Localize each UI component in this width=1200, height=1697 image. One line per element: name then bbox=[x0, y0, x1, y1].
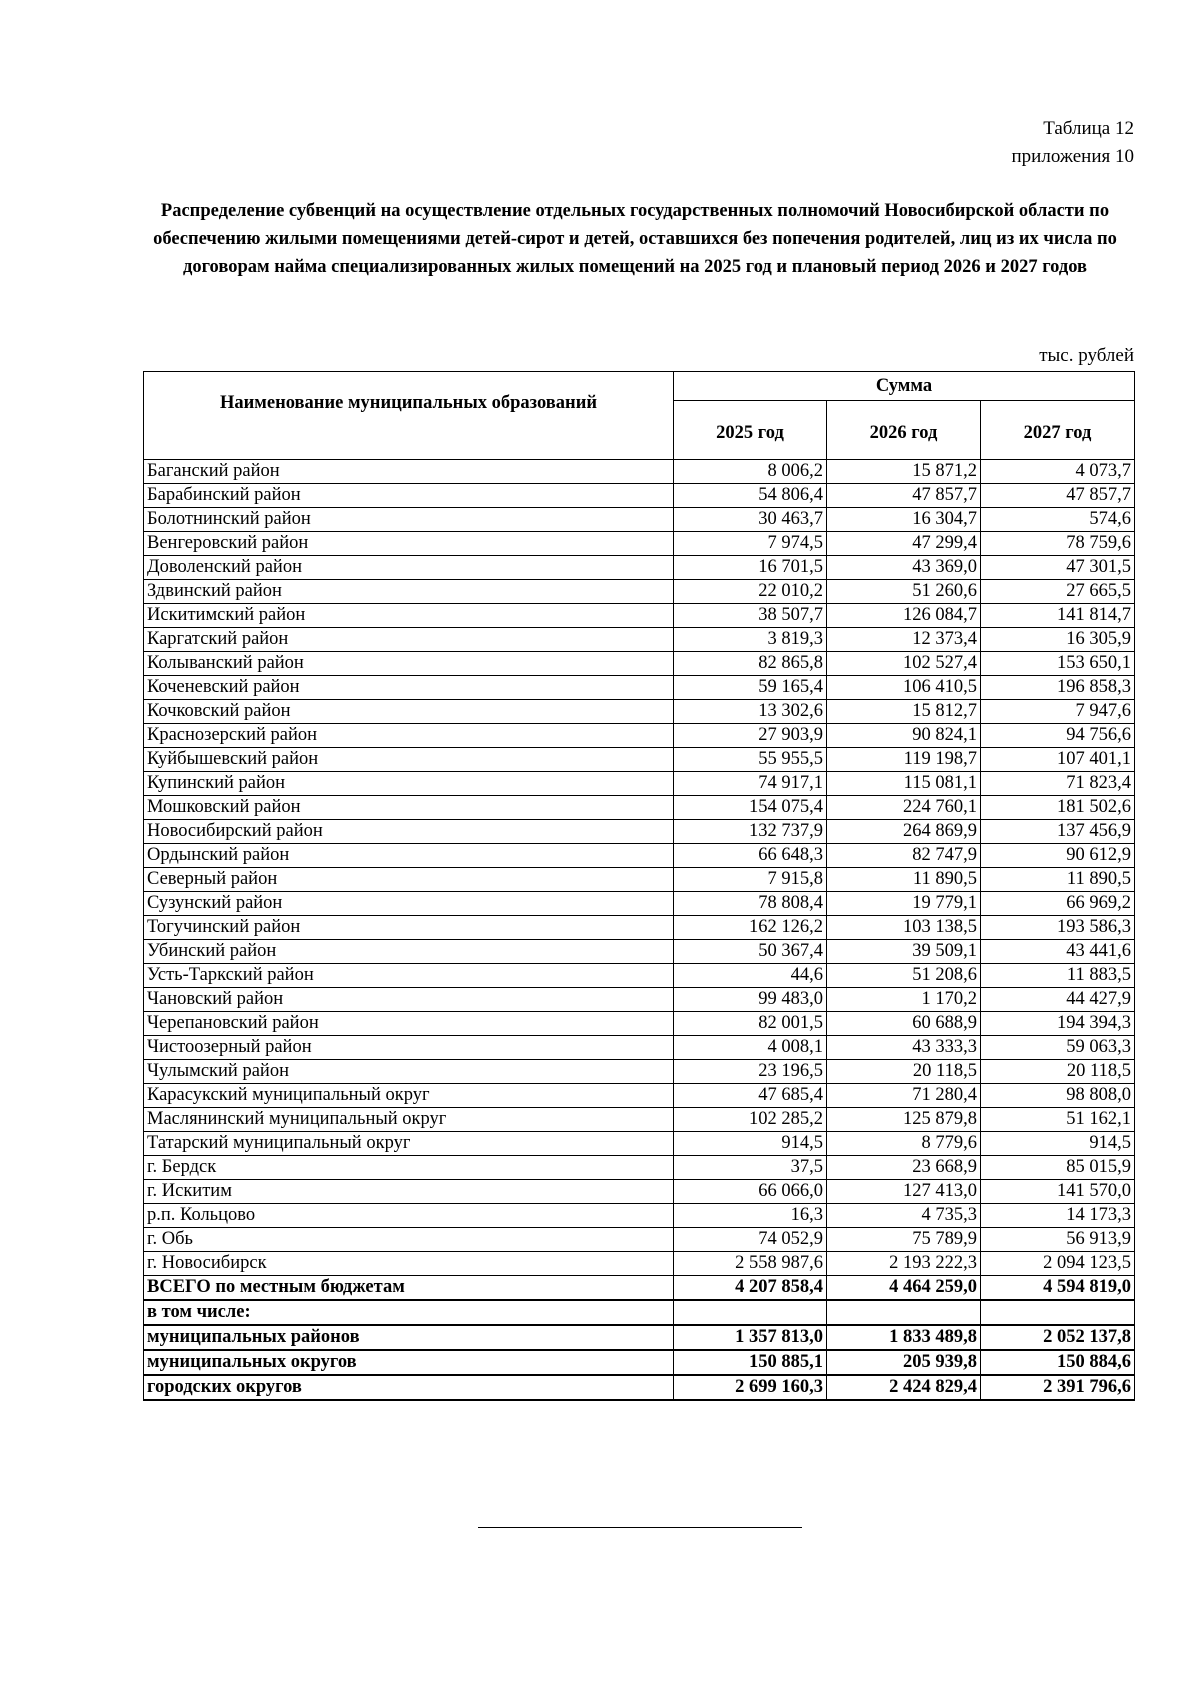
appendix-number: приложения 10 bbox=[1011, 146, 1134, 167]
value-2026: 126 084,7 bbox=[827, 604, 981, 628]
value-2025: 82 001,5 bbox=[674, 1012, 827, 1036]
value-2027: 107 401,1 bbox=[981, 748, 1135, 772]
value-2025: 162 126,2 bbox=[674, 916, 827, 940]
value-2025: 27 903,9 bbox=[674, 724, 827, 748]
table-row bbox=[144, 844, 1135, 868]
table-row bbox=[144, 820, 1135, 844]
municipality-name: Чановский район bbox=[144, 988, 674, 1012]
value-2027: 27 665,5 bbox=[981, 580, 1135, 604]
value-2026: 4 735,3 bbox=[827, 1204, 981, 1228]
municipality-name: Черепановский район bbox=[144, 1012, 674, 1036]
table-row bbox=[144, 580, 1135, 604]
table-row bbox=[144, 556, 1135, 580]
value-2026: 102 527,4 bbox=[827, 652, 981, 676]
municipality-name: Доволенский район bbox=[144, 556, 674, 580]
value-2027: 141 814,7 bbox=[981, 604, 1135, 628]
value-2027: 90 612,9 bbox=[981, 844, 1135, 868]
value-2027: 4 594 819,0 bbox=[981, 1276, 1135, 1301]
value-2026: 15 812,7 bbox=[827, 700, 981, 724]
value-2026: 19 779,1 bbox=[827, 892, 981, 916]
value-2027: 78 759,6 bbox=[981, 532, 1135, 556]
value-2027: 71 823,4 bbox=[981, 772, 1135, 796]
value-2026: 106 410,5 bbox=[827, 676, 981, 700]
value-2025: 23 196,5 bbox=[674, 1060, 827, 1084]
value-2026: 1 170,2 bbox=[827, 988, 981, 1012]
municipality-name: Каргатский район bbox=[144, 628, 674, 652]
table-row bbox=[144, 1180, 1135, 1204]
value-2027: 914,5 bbox=[981, 1132, 1135, 1156]
value-2026: 82 747,9 bbox=[827, 844, 981, 868]
table-row bbox=[144, 1108, 1135, 1132]
municipality-name: городских округов bbox=[144, 1375, 674, 1400]
year-2026-header: 2026 год bbox=[827, 401, 981, 460]
value-2025: 132 737,9 bbox=[674, 820, 827, 844]
table-row bbox=[144, 604, 1135, 628]
sum-header: Сумма bbox=[674, 372, 1135, 401]
table-row bbox=[144, 988, 1135, 1012]
subtotal-row bbox=[144, 1350, 1135, 1375]
value-2026: 51 260,6 bbox=[827, 580, 981, 604]
municipality-name: Татарский муниципальный округ bbox=[144, 1132, 674, 1156]
table-row bbox=[144, 892, 1135, 916]
footer-divider bbox=[478, 1527, 802, 1528]
table-row bbox=[144, 460, 1135, 484]
municipality-name: Чистоозерный район bbox=[144, 1036, 674, 1060]
value-2025: 4 207 858,4 bbox=[674, 1276, 827, 1301]
value-2026: 103 138,5 bbox=[827, 916, 981, 940]
value-2027: 2 094 123,5 bbox=[981, 1252, 1135, 1276]
value-2026: 15 871,2 bbox=[827, 460, 981, 484]
municipality-name: Колыванский район bbox=[144, 652, 674, 676]
value-2026: 23 668,9 bbox=[827, 1156, 981, 1180]
table-row bbox=[144, 1084, 1135, 1108]
value-2025: 54 806,4 bbox=[674, 484, 827, 508]
value-2026: 43 333,3 bbox=[827, 1036, 981, 1060]
empty-cell bbox=[981, 1300, 1135, 1325]
municipality-name: г. Искитим bbox=[144, 1180, 674, 1204]
table-row bbox=[144, 1204, 1135, 1228]
value-2026: 51 208,6 bbox=[827, 964, 981, 988]
value-2027: 43 441,6 bbox=[981, 940, 1135, 964]
municipality-name: Маслянинский муниципальный округ bbox=[144, 1108, 674, 1132]
subsidy-table bbox=[143, 371, 1135, 1401]
year-2027-header: 2027 год bbox=[981, 401, 1135, 460]
value-2026: 264 869,9 bbox=[827, 820, 981, 844]
value-2025: 78 808,4 bbox=[674, 892, 827, 916]
municipality-name: Карасукский муниципальный округ bbox=[144, 1084, 674, 1108]
value-2027: 150 884,6 bbox=[981, 1350, 1135, 1375]
municipality-name: Мошковский район bbox=[144, 796, 674, 820]
value-2027: 196 858,3 bbox=[981, 676, 1135, 700]
value-2027: 94 756,6 bbox=[981, 724, 1135, 748]
value-2027: 59 063,3 bbox=[981, 1036, 1135, 1060]
municipality-name: Северный район bbox=[144, 868, 674, 892]
value-2026: 2 424 829,4 bbox=[827, 1375, 981, 1400]
value-2025: 22 010,2 bbox=[674, 580, 827, 604]
value-2027: 11 883,5 bbox=[981, 964, 1135, 988]
table-row bbox=[144, 700, 1135, 724]
municipality-name: Тогучинский район bbox=[144, 916, 674, 940]
value-2027: 4 073,7 bbox=[981, 460, 1135, 484]
value-2025: 7 915,8 bbox=[674, 868, 827, 892]
subtotal-row bbox=[144, 1375, 1135, 1400]
value-2025: 914,5 bbox=[674, 1132, 827, 1156]
value-2025: 47 685,4 bbox=[674, 1084, 827, 1108]
table-row bbox=[144, 508, 1135, 532]
table-row bbox=[144, 652, 1135, 676]
municipality-name: Кочковский район bbox=[144, 700, 674, 724]
value-2025: 99 483,0 bbox=[674, 988, 827, 1012]
table-row bbox=[144, 772, 1135, 796]
value-2025: 66 066,0 bbox=[674, 1180, 827, 1204]
value-2026: 71 280,4 bbox=[827, 1084, 981, 1108]
value-2026: 11 890,5 bbox=[827, 868, 981, 892]
table-row bbox=[144, 748, 1135, 772]
value-2025: 30 463,7 bbox=[674, 508, 827, 532]
value-2027: 153 650,1 bbox=[981, 652, 1135, 676]
table-number: Таблица 12 bbox=[1043, 118, 1134, 139]
value-2026: 20 118,5 bbox=[827, 1060, 981, 1084]
value-2025: 74 917,1 bbox=[674, 772, 827, 796]
empty-cell bbox=[674, 1300, 827, 1325]
value-2026: 75 789,9 bbox=[827, 1228, 981, 1252]
municipality-name: Искитимский район bbox=[144, 604, 674, 628]
value-2025: 4 008,1 bbox=[674, 1036, 827, 1060]
value-2027: 66 969,2 bbox=[981, 892, 1135, 916]
value-2026: 115 081,1 bbox=[827, 772, 981, 796]
value-2026: 224 760,1 bbox=[827, 796, 981, 820]
value-2026: 8 779,6 bbox=[827, 1132, 981, 1156]
table-row bbox=[144, 1228, 1135, 1252]
value-2026: 90 824,1 bbox=[827, 724, 981, 748]
value-2027: 181 502,6 bbox=[981, 796, 1135, 820]
value-2027: 137 456,9 bbox=[981, 820, 1135, 844]
value-2026: 119 198,7 bbox=[827, 748, 981, 772]
table-row bbox=[144, 628, 1135, 652]
value-2025: 2 558 987,6 bbox=[674, 1252, 827, 1276]
value-2027: 56 913,9 bbox=[981, 1228, 1135, 1252]
value-2025: 59 165,4 bbox=[674, 676, 827, 700]
municipality-name: ВСЕГО по местным бюджетам bbox=[144, 1276, 674, 1301]
value-2027: 85 015,9 bbox=[981, 1156, 1135, 1180]
value-2027: 47 301,5 bbox=[981, 556, 1135, 580]
value-2025: 37,5 bbox=[674, 1156, 827, 1180]
value-2025: 8 006,2 bbox=[674, 460, 827, 484]
value-2025: 50 367,4 bbox=[674, 940, 827, 964]
value-2025: 13 302,6 bbox=[674, 700, 827, 724]
value-2025: 3 819,3 bbox=[674, 628, 827, 652]
value-2025: 38 507,7 bbox=[674, 604, 827, 628]
value-2026: 127 413,0 bbox=[827, 1180, 981, 1204]
value-2026: 2 193 222,3 bbox=[827, 1252, 981, 1276]
table-row bbox=[144, 868, 1135, 892]
value-2025: 74 052,9 bbox=[674, 1228, 827, 1252]
value-2025: 7 974,5 bbox=[674, 532, 827, 556]
value-2026: 205 939,8 bbox=[827, 1350, 981, 1375]
value-2027: 11 890,5 bbox=[981, 868, 1135, 892]
value-2027: 2 052 137,8 bbox=[981, 1325, 1135, 1350]
subtotal-row bbox=[144, 1325, 1135, 1350]
municipality-name: Барабинский район bbox=[144, 484, 674, 508]
municipality-name: Усть-Таркский район bbox=[144, 964, 674, 988]
table-row bbox=[144, 1012, 1135, 1036]
municipality-name: Краснозерский район bbox=[144, 724, 674, 748]
value-2027: 20 118,5 bbox=[981, 1060, 1135, 1084]
name-column-header: Наименование муниципальных образований bbox=[144, 372, 674, 460]
including-row bbox=[144, 1300, 1135, 1325]
municipality-name: Здвинский район bbox=[144, 580, 674, 604]
municipality-name: Ордынский район bbox=[144, 844, 674, 868]
value-2027: 7 947,6 bbox=[981, 700, 1135, 724]
value-2025: 82 865,8 bbox=[674, 652, 827, 676]
table-row bbox=[144, 532, 1135, 556]
value-2027: 194 394,3 bbox=[981, 1012, 1135, 1036]
municipality-name: г. Бердск bbox=[144, 1156, 674, 1180]
municipality-name: Новосибирский район bbox=[144, 820, 674, 844]
value-2025: 102 285,2 bbox=[674, 1108, 827, 1132]
table-row bbox=[144, 1132, 1135, 1156]
value-2025: 154 075,4 bbox=[674, 796, 827, 820]
value-2026: 16 304,7 bbox=[827, 508, 981, 532]
municipality-name: Болотнинский район bbox=[144, 508, 674, 532]
municipality-name: г. Новосибирск bbox=[144, 1252, 674, 1276]
value-2027: 141 570,0 bbox=[981, 1180, 1135, 1204]
table-row bbox=[144, 676, 1135, 700]
table-body bbox=[144, 460, 1135, 1401]
value-2027: 16 305,9 bbox=[981, 628, 1135, 652]
value-2026: 60 688,9 bbox=[827, 1012, 981, 1036]
municipality-name: Купинский район bbox=[144, 772, 674, 796]
municipality-name: муниципальных округов bbox=[144, 1350, 674, 1375]
value-2027: 47 857,7 bbox=[981, 484, 1135, 508]
municipality-name: Баганский район bbox=[144, 460, 674, 484]
value-2027: 193 586,3 bbox=[981, 916, 1135, 940]
municipality-name: Чулымский район bbox=[144, 1060, 674, 1084]
value-2025: 1 357 813,0 bbox=[674, 1325, 827, 1350]
table-row bbox=[144, 724, 1135, 748]
value-2027: 14 173,3 bbox=[981, 1204, 1135, 1228]
value-2026: 47 299,4 bbox=[827, 532, 981, 556]
total-row bbox=[144, 1276, 1135, 1301]
units-label: тыс. рублей bbox=[1039, 345, 1134, 366]
table-row bbox=[144, 1156, 1135, 1180]
value-2026: 12 373,4 bbox=[827, 628, 981, 652]
value-2026: 47 857,7 bbox=[827, 484, 981, 508]
value-2027: 44 427,9 bbox=[981, 988, 1135, 1012]
table-row bbox=[144, 484, 1135, 508]
municipality-name: Венгеровский район bbox=[144, 532, 674, 556]
municipality-name: Сузунский район bbox=[144, 892, 674, 916]
table-row bbox=[144, 916, 1135, 940]
municipality-name: Куйбышевский район bbox=[144, 748, 674, 772]
municipality-name: г. Обь bbox=[144, 1228, 674, 1252]
table-row bbox=[144, 796, 1135, 820]
document-title: Распределение субвенций на осуществление отдельных государственных полномочий Новосибирской области по обеспечению жилыми помещениями детей-сирот и детей, оставшихся без попечения родителей, лиц из их числа по договорам найма специализированных жилых помещений на 2025 год и плановый период 2026 и 2027 годов bbox=[153, 201, 1117, 277]
municipality-name: Коченевский район bbox=[144, 676, 674, 700]
empty-cell bbox=[827, 1300, 981, 1325]
value-2025: 44,6 bbox=[674, 964, 827, 988]
value-2026: 4 464 259,0 bbox=[827, 1276, 981, 1301]
value-2027: 51 162,1 bbox=[981, 1108, 1135, 1132]
value-2026: 1 833 489,8 bbox=[827, 1325, 981, 1350]
value-2027: 2 391 796,6 bbox=[981, 1375, 1135, 1400]
table-row bbox=[144, 1060, 1135, 1084]
municipality-name: Убинский район bbox=[144, 940, 674, 964]
table-row bbox=[144, 1252, 1135, 1276]
municipality-name: муниципальных районов bbox=[144, 1325, 674, 1350]
value-2025: 55 955,5 bbox=[674, 748, 827, 772]
value-2025: 16 701,5 bbox=[674, 556, 827, 580]
value-2026: 39 509,1 bbox=[827, 940, 981, 964]
value-2027: 574,6 bbox=[981, 508, 1135, 532]
value-2025: 66 648,3 bbox=[674, 844, 827, 868]
municipality-name: р.п. Кольцово bbox=[144, 1204, 674, 1228]
year-2025-header: 2025 год bbox=[674, 401, 827, 460]
value-2027: 98 808,0 bbox=[981, 1084, 1135, 1108]
value-2025: 16,3 bbox=[674, 1204, 827, 1228]
value-2026: 43 369,0 bbox=[827, 556, 981, 580]
including-label: в том числе: bbox=[144, 1300, 674, 1325]
value-2025: 150 885,1 bbox=[674, 1350, 827, 1375]
table-row bbox=[144, 1036, 1135, 1060]
table-row bbox=[144, 940, 1135, 964]
value-2026: 125 879,8 bbox=[827, 1108, 981, 1132]
table-row bbox=[144, 964, 1135, 988]
value-2025: 2 699 160,3 bbox=[674, 1375, 827, 1400]
